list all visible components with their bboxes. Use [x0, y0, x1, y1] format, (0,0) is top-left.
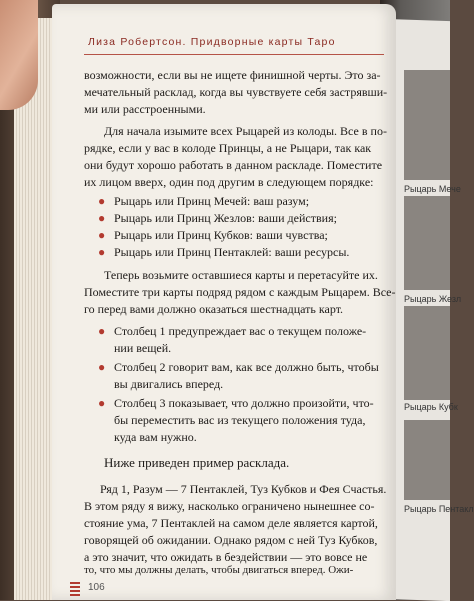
text-line: Рыцарь или Принц Мечей: ваш разум;: [114, 194, 310, 208]
text-line: Ряд 1, Разум — 7 Пентаклей, Туз Кубков и Фея Счастья.: [100, 482, 387, 496]
right-label-2: Рыцарь Жезл: [404, 294, 462, 304]
running-header: Лиза Робертсон. Придворные карты Таро: [88, 36, 336, 48]
bullet-icon: ●: [98, 211, 106, 225]
knight-swords-card: [404, 70, 450, 180]
text-line: нии вещей.: [114, 341, 172, 355]
bullet-icon: ●: [98, 360, 106, 374]
text-line: Столбец 1 предупреждает вас о текущем положе-: [114, 324, 367, 338]
bullet-icon: ●: [98, 194, 106, 208]
header-rule: [84, 54, 384, 55]
knight-pentacles-card: [404, 420, 450, 500]
text-line: Столбец 3 показывает, что должно произойти, что-: [114, 396, 374, 410]
text-line: Рыцарь или Принц Кубков: ваши чувства;: [114, 228, 328, 242]
bullet-icon: ●: [98, 228, 106, 242]
text-line: го перед вами должно оказаться шестнадцать карт.: [84, 302, 344, 316]
text-line: Столбец 2 говорит вам, как все должно быть, чтобы: [114, 360, 379, 374]
footer-ornament: [70, 582, 80, 596]
text-line: возможности, если вы не ищете финишной черты. Это за-: [84, 68, 381, 82]
text-line: их лицом вверх, один под другим в следующем порядке:: [84, 175, 374, 189]
right-label-3: Рыцарь Кубк: [404, 402, 458, 412]
text-line: Рыцарь или Принц Жезлов: ваши действия;: [114, 211, 337, 225]
text-line: Теперь возьмите оставшиеся карты и перетасуйте их.: [104, 268, 378, 282]
text-line: вы двигались вперед.: [114, 377, 224, 391]
text-line: они будут хорошо работать в данном раскладе. Поместите: [84, 158, 383, 172]
text-line: рядке, если у вас в колоде Принцы, а не Рыцари, так как: [84, 141, 372, 155]
knight-wands-card: [404, 196, 450, 290]
text-line: то, что мы должны делать, чтобы двигаться вперед. Ожи-: [84, 564, 354, 576]
right-label-4: Рыцарь Пентакл: [404, 504, 474, 514]
text-line: стояние ума, 7 Пентаклей на самом деле является картой,: [84, 516, 378, 530]
text-line: говорящей об ожидании. Однако рядом с ней Туз Кубков,: [84, 533, 378, 547]
text-line: ми или расстроенными.: [84, 102, 206, 116]
text-line: Ниже приведен пример расклада.: [104, 455, 290, 470]
finger: [0, 0, 38, 110]
text-line: Для начала изымите всех Рыцарей из колоды. Все в по-: [104, 124, 387, 138]
bullet-icon: ●: [98, 396, 106, 410]
right-label-1: Рыцарь Мече: [404, 184, 461, 194]
bullet-icon: ●: [98, 324, 106, 338]
text-line: а это значит, что ожидать в бездействии — это вовсе не: [84, 550, 368, 564]
text-line: Рыцарь или Принц Пентаклей: ваши ресурсы.: [114, 245, 350, 259]
bullet-icon: ●: [98, 245, 106, 259]
text-line: куда вам нужно.: [114, 430, 197, 444]
text-line: бы переместить вас из текущего положения туда,: [114, 413, 366, 427]
page-number: 106: [88, 582, 105, 593]
text-line: В этом ряду я вижу, насколько ограничено нынешнее со-: [84, 499, 375, 513]
knight-cups-card: [404, 306, 450, 400]
text-line: Поместите три карты подряд рядом с каждым Рыцарем. Все-: [84, 285, 396, 299]
text-line: мечательный расклад, когда вы чувствуете себя застрявши-: [84, 85, 388, 99]
